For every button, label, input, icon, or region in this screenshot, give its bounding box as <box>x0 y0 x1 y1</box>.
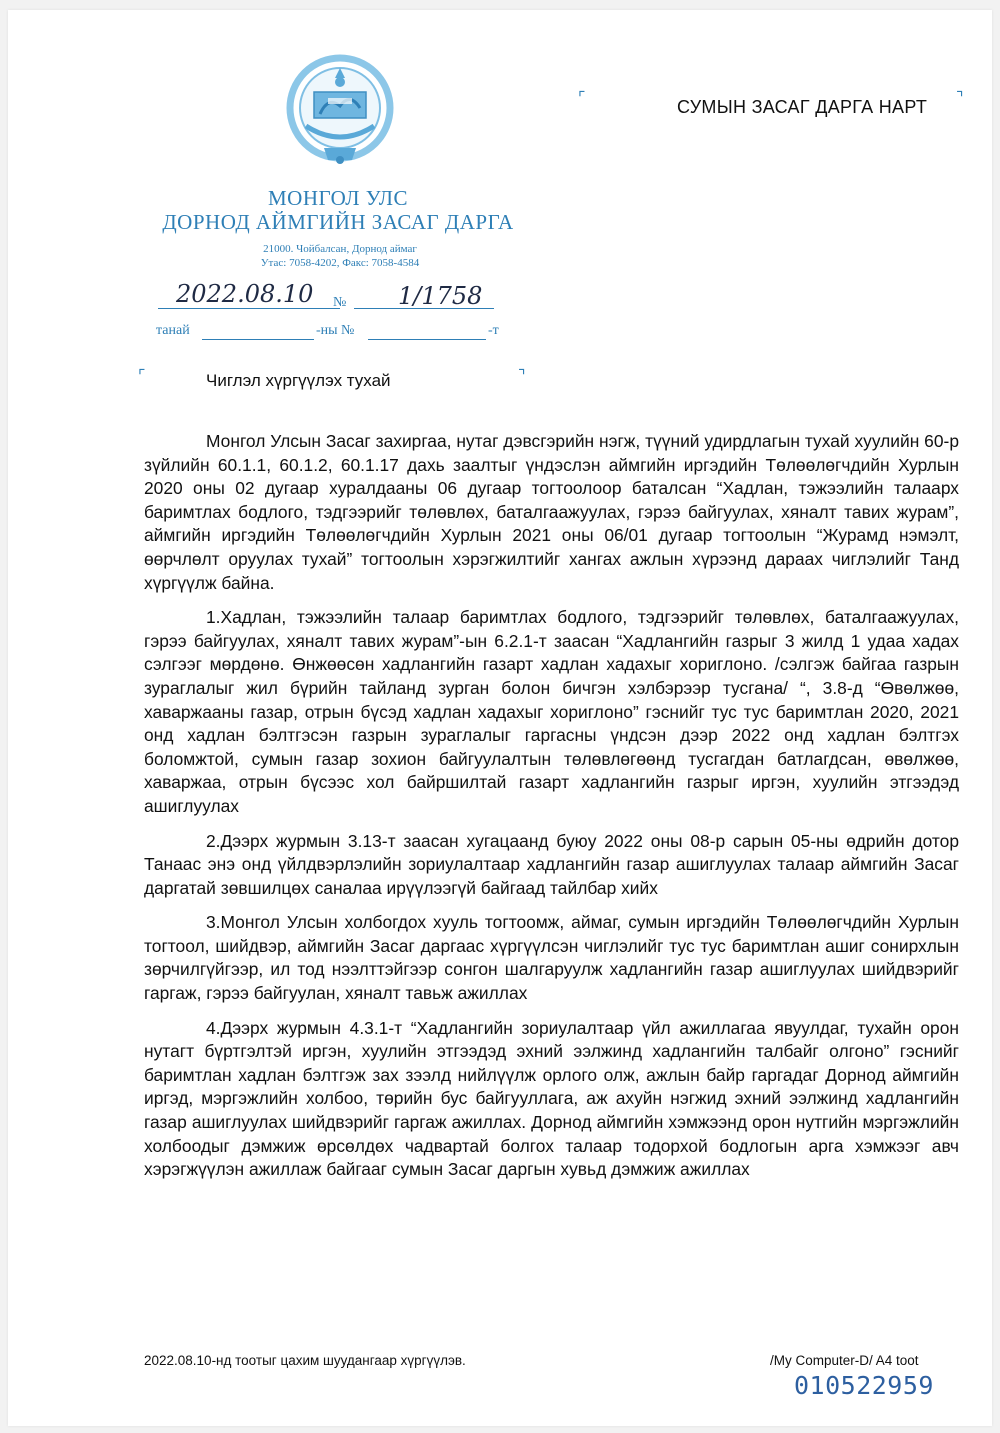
ref-number-line <box>368 339 486 340</box>
date-line <box>158 308 340 309</box>
paragraph-3: 3.Монгол Улсын холбогдох хууль тогтоомж, аймаг, сумын иргэдийн Төлөөлөгчдийн Хурлын тогтоол, шийдвэр, аймгийн Засаг даргаас хүргүүлсэн чиглэлийг тус тус баримтлан ашиг сонирхлын зөрчилгүйгээр, ил тод нээлттэйгээр сонгон шалгаруулж хадлангийн газар ашиглуулах шийдвэрийг гаргаж, гэрээ байгуулан, хяналт тавьж ажиллах <box>144 912 959 1004</box>
org-name-line2: ДОРНОД АЙМГИЙН ЗАСАГ ДАРГА <box>162 210 514 234</box>
paragraph-2: 2.Дээрх журмын 3.13-т заасан хугацаанд буюу 2022 оны 08-р сарын 05-ны өдрийн дотор Танаас энэ онд үйлдвэрлэлийн зориулалтаар хадлангийн газар ашиглуулах талаар аймгийн Засаг даргатай зөвшилцөх саналаа ирүүлээгүй байгаад тайлбар хийх <box>144 830 959 898</box>
serial-number: 010522959 <box>794 1371 934 1400</box>
ref-label-right: -т <box>488 323 499 338</box>
subject-bracket-close-icon: ⌝ <box>518 368 526 385</box>
paragraph-intro: Монгол Улсын Засаг захиргаа, нутаг дэвсгэрийн нэгж, түүний удирдлагын тухай хуулийн 60-р зүйлийн 60.1.1, 60.1.2, 60.1.17 дахь заалтыг үндэслэн аймгийн иргэдийн Төлөөлөгчдийн Хурлын 2020 оны 02 дугаар хуралдааны 06 дугаар тогтоолоор баталсан “Хадлан, тэжээлийн талаарх баримтлах бодлого, тэдгээрийг төлөвлөх, баталгаажуулах, гэрээ байгуулах, хяналт тавих журам”, аймгийн иргэдийн Төлөөлөгчдийн Хурлын 2021 оны 06/01 дугаар тогтоолын “Журамд нэмэлт, өөрчлөлт оруулах тухай” тогтоолын хэрэгжилтийг хангах ажлын хүрээнд дараах чиглэлийг Танд хүргүүлж байна. <box>144 431 959 593</box>
state-emblem-icon <box>284 48 396 174</box>
paragraph-4: 4.Дээрх журмын 4.3.1-т “Хадлангийн зориулалтаар үйл ажиллагаа явуулдаг, тухайн орон нутагт бүртгэлтэй иргэн, хуулийн этгээдэд эхний ээлжинд хадлангийн талбайг олгоно” гэснийг баримтлан хадлан бэлтгэж зах зээлд нийлүүлж орлого олж, ажлын байр гаргадаг Дорнод аймгийн иргэд, мэргэжлийн холбоо, төрийн бус байгууллага, аж ахуйн нэгжид эхний ээлжинд хадлангийн газар ашиглуулах шийдвэрийг гаргаж ажиллах. Дорнод аймгийн хэмжээнд орон нутгийн мэргэжлийн холбоодыг дэмжиж өрсөлдөх чадвартай болгох талаар тодорхой бодлогын арга хэмжээг авч хэрэгжүүлэн ажиллаж байгааг сумын Засаг даргын хувьд дэмжиж ажиллах <box>144 1017 959 1180</box>
file-reference: /My Computer-D/ A4 toot <box>770 1353 919 1368</box>
subject: Чиглэл хүргүүлэх тухай <box>206 371 391 390</box>
org-phone-fax: Утас: 7058-4202, Факс: 7058-4584 <box>260 257 420 269</box>
ref-label-left: танай <box>156 323 190 338</box>
corner-bracket-open-icon: ⌜ <box>578 90 586 107</box>
corner-bracket-close-icon: ⌝ <box>956 90 964 107</box>
paragraph-1: 1.Хадлан, тэжээлийн талаар баримтлах бодлого, тэдгээрийг төлөвлөх, баталгаажуулах, гэрээ байгуулах, хяналт тавих журам”-ын 6.2.1-т заасан “Хадлангийн газрыг 3 жилд 1 удаа хадах сэлгээг мөрдөнө. Өнжөөсөн хадлангийн газарт хадлан хадахыг хориглоно. /сэлгэж байгаа газрын зураглалыг жил бүрийн тайланд зурган болон бичгэн хэлбэрээр тусгана/ “, 3.8-д “Өвөлжөө, хаваржааны газар, отрын бүсэд хадлан хадахыг хориглоно” гэснийг тус тус баримтлан 2020, 2021 онд хадлан бэлтгэсэн газрын зураглалыг гаргасны үндсэн дээр 2022 онд хадлан бэлтгэх боломжтой, сумын газар зохион байгуулалтын төлөвлөгөөнд тусгагдан батлагдсан, өвөлжөө, хаваржаа, отрын бүсээс хол байршилтай газарт хадлангийн газрыг иргэн, хуулийн этгээдэд ашиглуулах <box>144 607 959 816</box>
number-line <box>354 308 494 309</box>
handwritten-date: 2022.08.10 <box>176 280 314 308</box>
handwritten-number: 1/1758 <box>398 282 483 310</box>
number-label: № <box>333 295 347 310</box>
ref-date-line <box>202 339 314 340</box>
org-address: 21000. Чойбалсан, Дорнод аймаг <box>263 243 417 255</box>
letter-page <box>8 10 992 1426</box>
ref-label-mid: -ны № <box>316 323 355 338</box>
letter-body <box>144 430 959 1193</box>
org-name-line1: МОНГОЛ УЛС <box>268 186 408 210</box>
recipient: СУМЫН ЗАСАГ ДАРГА НАРТ <box>677 97 928 117</box>
subject-bracket-open-icon: ⌜ <box>138 368 146 385</box>
delivery-note: 2022.08.10-нд тоотыг цахим шуудангаар хүргүүлэв. <box>144 1353 466 1368</box>
